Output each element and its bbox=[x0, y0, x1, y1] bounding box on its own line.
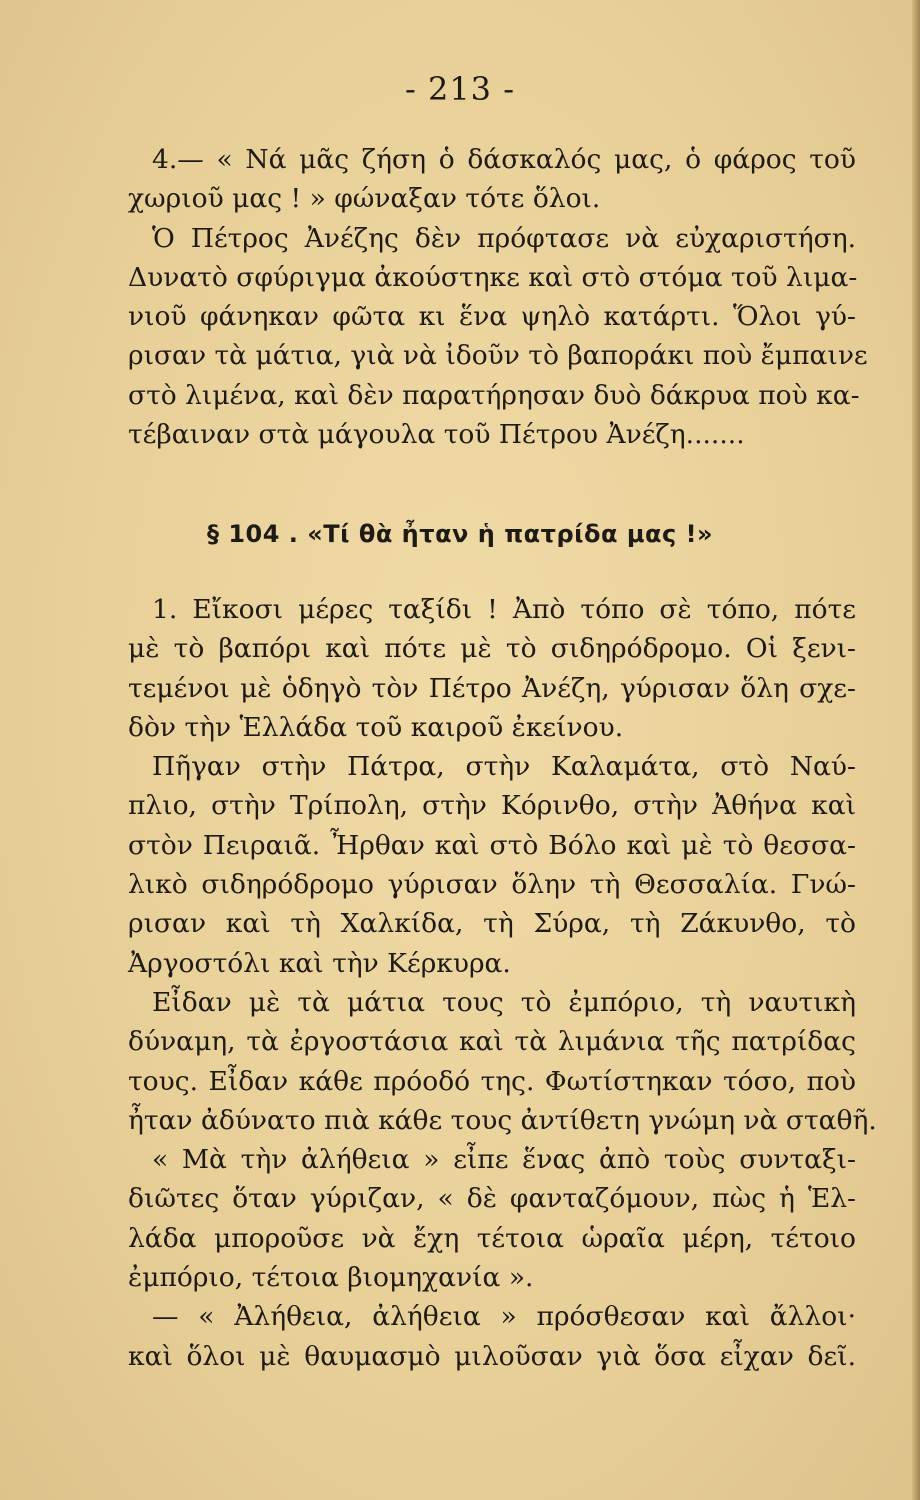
text-line: νιοῦ φάνηκαν φῶτα κι ἕνα ψηλὸ κατάρτι. Ὅλοι γύ- bbox=[128, 301, 856, 333]
text-line: Πῆγαν στὴν Πάτρα, στὴν Καλαμάτα, στὸ Ναύ- bbox=[152, 751, 856, 783]
text-line: μὲ τὸ βαπόρι καὶ πότε μὲ τὸ σιδηρόδρομο. Οἱ ξενι- bbox=[128, 633, 856, 665]
page-edge bbox=[912, 0, 920, 1500]
section-heading: § 104 . «Τί θὰ ἦταν ἡ πατρίδα μας !» bbox=[206, 520, 714, 548]
text-line: καὶ ὅλοι μὲ θαυμασμὸ μιλοῦσαν γιὰ ὅσα εἶχαν δεῖ. bbox=[128, 1340, 856, 1372]
text-line: λάδα μποροῦσε νὰ ἔχη τέτοια ὡραῖα μέρη, τέτοιο bbox=[128, 1222, 856, 1254]
text-line: 1. Εἴκοσι μέρες ταξίδι ! Ἀπὸ τόπο σὲ τόπο, πότε bbox=[152, 594, 856, 625]
text-line: — « Ἀλήθεια, ἀλήθεια » πρόσθεσαν καὶ ἄλλοι· bbox=[152, 1301, 856, 1333]
text-line: δύναμη, τὰ ἐργοστάσια καὶ τὰ λιμάνια τῆς πατρίδας bbox=[128, 1026, 856, 1058]
text-line: ἐμπόριο, τέτοια βιομηχανία ». bbox=[128, 1262, 534, 1294]
text-line: ρισαν τὰ μάτια, γιὰ νὰ ἰδοῦν τὸ βαποράκι ποὺ ἔμπαινε bbox=[128, 340, 868, 372]
text-line: διῶτες ὅταν γύριζαν, « δὲ φανταζόμουν, πὼς ἡ Ἑλ- bbox=[128, 1183, 856, 1215]
section-4-paragraph bbox=[128, 140, 868, 454]
text-line: Εἶδαν μὲ τὰ μάτια τους τὸ ἐμπόριο, τὴ ναυτικὴ bbox=[152, 986, 856, 1018]
text-line: 4.— « Νά μᾶς ζήση ὁ δάσκαλός μας, ὁ φάρος τοῦ bbox=[152, 144, 856, 175]
text-line: ἦταν ἀδύνατο πιὰ κάθε τους ἀντίθετη γνώμη νὰ σταθῆ. bbox=[128, 1104, 877, 1136]
text-line: δὸν τὴν Ἑλλάδα τοῦ καιροῦ ἐκείνου. bbox=[128, 711, 624, 743]
section-104-body bbox=[128, 590, 877, 1376]
page-number: - 213 - bbox=[404, 70, 516, 108]
text-line: Δυνατὸ σφύριγμα ἀκούστηκε καὶ στὸ στόμα τοῦ λιμα- bbox=[128, 261, 858, 293]
text-line: χωριοῦ μας ! » φώναξαν τότε ὅλοι. bbox=[128, 183, 601, 215]
text-line: λικὸ σιδηρόδρομο γύρισαν ὅλην τὴ Θεσσαλία. Γνώ- bbox=[128, 869, 856, 901]
text-line: τεμένοι μὲ ὁδηγὸ τὸν Πέτρο Ἀνέζη, γύρισαν ὅλη σχε- bbox=[128, 672, 856, 704]
text-line: τους. Εἶδαν κάθε πρόοδό της. Φωτίστηκαν τόσο, ποὺ bbox=[128, 1065, 856, 1097]
text-line: « Μὰ τὴν ἀλήθεια » εἶπε ἕνας ἀπὸ τοὺς συνταξι- bbox=[152, 1144, 856, 1176]
text-line: ρισαν καὶ τὴ Χαλκίδα, τὴ Σύρα, τὴ Ζάκυνθο, τὸ bbox=[128, 908, 856, 940]
text-line: Ὁ Πέτρος Ἀνέζης δὲν πρόφτασε νὰ εὐχαριστήση. bbox=[152, 222, 856, 254]
text-line: στὸ λιμένα, καὶ δὲν παρατήρησαν δυὸ δάκρυα ποὺ κα- bbox=[128, 379, 860, 411]
text-line: Ἀργοστόλι καὶ τὴν Κέρκυρα. bbox=[128, 947, 511, 979]
text-line: πλιο, στὴν Τρίπολη, στὴν Κόρινθο, στὴν Ἀθήνα καὶ bbox=[128, 790, 856, 822]
text-line: στὸν Πειραιᾶ. Ἦρθαν καὶ στὸ Βόλο καὶ μὲ τὸ θεσσα- bbox=[128, 829, 856, 861]
text-line: τέβαιναν στὰ μάγουλα τοῦ Πέτρου Ἀνέζη....... bbox=[128, 419, 745, 451]
